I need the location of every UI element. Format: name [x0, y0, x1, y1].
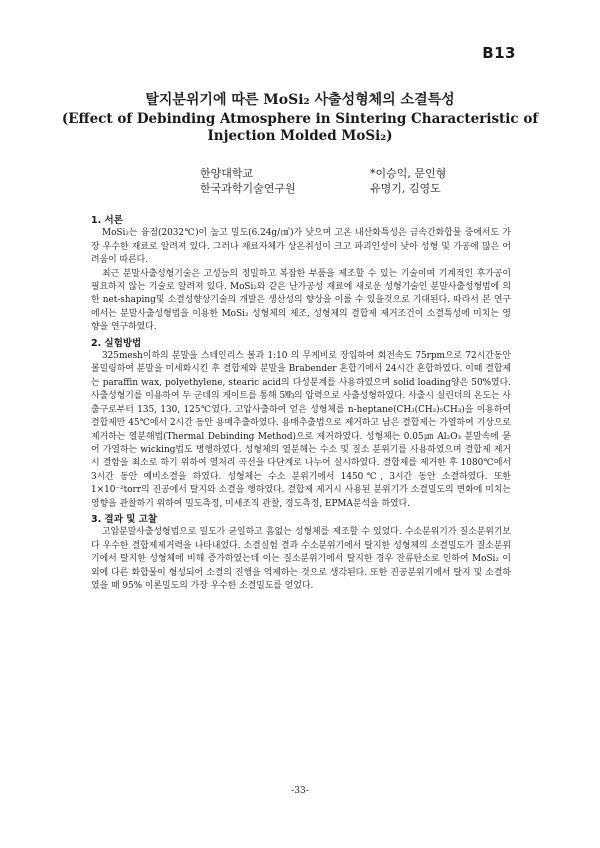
paragraph: 고압분말사출성형법으로 밀도가 균일하고 흠없는 성형체를 제조할 수 있었다. 수소분위기가 질소분위기보다 우수한 결합제제거력을 나타내었다. 소결실험 결과 수소분위기에서 탈지한 성형체의 소결밀도가 질소분위기에서 탈지한 성형체에 비해 증가하였는데 이는 질소분위기에서 탈지한 경우 잔류탄소로 인하여 MoSi₂ 이외에 다른 화합물이 형성되어 소결의 진행을 억제하는 것으로 생각된다. 또한 진공분위기에서 탈지 및 소결하였을 때 95% 이론밀도의 가장 우수한 소결밀도를 얻었다. [91, 527, 511, 591]
section-methods [91, 337, 511, 511]
paragraph: 325mesh이하의 분말을 스테인리스 볼과 1:10 의 무게비로 장입하여 회전속도 75rpm으로 72시간동안 볼밀링하여 분말을 미세화시킨 후 결합제와 분말을 Brabender 혼합기에서 24시간 혼합하였다. 이때 결합제는 paraffin wax, polyethylene, stearic acid의 다성분계를 사용하였으며 solid loading양은 50%였다. 사출성형기를 이용하여 두 군데의 게이트를 통해 5㎫의 압력으로 사출성형하였다. 사출시 실린더의 온도는 사출구로부터 135, 130, 125℃였다. 고압사출하여 얻은 성형체를 n-heptane(CH₃(CH₂)₅CH₃)을 이용하여 결합제만 45℃에서 2시간 동안 용매추출하였다. 용매추출법으로 제거하고 남은 결합제는 가열하여 기상으로 제거하는 열분해법(Thermal Debinding Method)으로 제거하였다. 성형체는 0.05㎛ Al₂O₃ 분말속에 묻어 가열하는 wicking법도 병행하였다. 성형체의 열분해는 수소 및 질소 분위기를 사용하였으며 결합제 제거시 결함을 최소로 하기 위하여 열처리 곡선을 다단계로 나누어 실시하였다. 결합제를 제거한 후 1080℃에서 3시간 동안 예비소결을 하였다. 성형체는 수소 분위기에서 1450℃, 3시간 동안 소결하였다. 또한 1×10⁻²torr의 진공에서 탈지와 소결을 행하였다. 결합제 제거시 사용된 분위기가 소결밀도의 변화에 미치는 영향을 관찰하기 위하여 밀도측정, 미세조직 관찰, 경도측정, EPMA분석을 하였다. [91, 351, 511, 509]
section-title: 2. 실험방법 [91, 337, 142, 349]
title-block [40, 92, 560, 145]
affiliation-row [0, 181, 600, 196]
body-text [91, 212, 511, 593]
paragraph: MoSi₂는 융점(2032℃)이 높고 밀도(6.24g/㎤)가 낮으며 고온 내산화특성은 금속간화합물 중에서도 가장 우수한 재료로 알려져 있다. 그러나 재료자체가 상온취성이 크고 파괴인성이 낮아 성형 및 가공에 많은 어려움이 따른다. [91, 228, 511, 266]
section-introduction [91, 214, 511, 335]
paragraph: 최근 분말사출성형기술은 고성능의 정밀하고 복잡한 부품을 제조할 수 있는 기술이며 기계적인 후가공이 필요하지 않는 기술로 알려져 있다. MoSi₂와 같은 난가공성 재료에 새로운 성형기술인 분말사출성형법에 의한 net-shaping및 소결성향상기술의 개발은 생산성의 향상을 이룰 수 있을것으로 기대된다. 따라서 본 연구에서는 분말사출성형법을 이용한 MoSi₂ 성형체의 제조, 성형체의 결합제 제거조건이 소결특성에 미치는 영향을 연구하였다. [91, 268, 511, 333]
title-english-line2: Injection Molded MoSi₂) [207, 128, 393, 144]
affiliation-org: 한국과학기술연구원 [200, 182, 296, 195]
author-block [0, 166, 600, 196]
section-results [91, 513, 511, 593]
author-names: 유명기, 김영도 [370, 182, 441, 195]
affiliation-org: 한양대학교 [200, 167, 254, 180]
title-korean: 탈지분위기에 따른 MoSi₂ 사출성형체의 소결특성 [145, 92, 455, 108]
page-code: B13 [482, 44, 516, 62]
page-number: -33- [291, 786, 309, 796]
title-english-line1: (Effect of Debinding Atmosphere in Sintering Characteristic of [61, 111, 539, 127]
affiliation-row [0, 166, 600, 181]
author-names: *이승익, 문인형 [370, 167, 447, 180]
section-title: 1. 서론 [91, 215, 123, 226]
section-title: 3. 결과 및 고찰 [91, 513, 158, 525]
